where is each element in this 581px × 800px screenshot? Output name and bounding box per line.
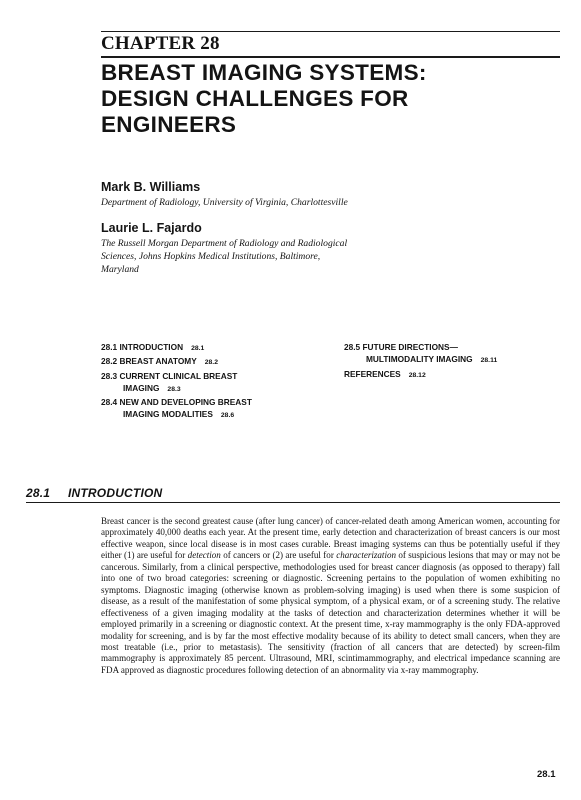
toc-item-label: 28.5 FUTURE DIRECTIONS— [344,342,458,352]
toc-item-label: 28.1 INTRODUCTION [101,342,184,352]
toc-item-new-developing[interactable] [101,396,252,408]
toc-item-label: 28.3 CURRENT CLINICAL BREAST [101,370,238,381]
toc-item-page: 28.2 [204,359,218,367]
body-emphasis-detection: detection [187,550,221,561]
toc-item-page: 28.3 [167,385,181,393]
toc-item-label: MULTIMODALITY IMAGING [366,354,473,365]
toc-item-label: IMAGING [123,382,160,393]
affiliation-line: Department of Radiology, University of Virginia, Charlottesville [101,197,348,208]
toc-item-page: 28.6 [220,412,235,420]
chapter-title-line: BREAST IMAGING SYSTEMS: [101,60,427,85]
toc-item-current-clinical[interactable] [101,370,252,382]
toc-item-future-directions[interactable] [344,341,497,353]
title-rule [101,56,560,58]
toc-item-label: 28.4 NEW AND DEVELOPING BREAST [101,397,252,408]
chapter-title-line: ENGINEERS [101,112,237,137]
body-text-run: of cancers or (2) are useful for [220,550,337,561]
toc-item-label: REFERENCES [344,368,401,379]
section-heading [26,486,162,500]
body-paragraph [101,516,560,676]
toc-left-column [101,341,252,423]
page-number: 28.1 [537,769,556,780]
body-text-run: Breast cancer is the second greatest cause (after lung cancer) of cancer-related death among American women, accounting for approximately 40,000 deaths each year. At the present time, early detection and characterization of breast cancers is our most effective weapon, since local disease is in most cases curable. Breast imaging systems can thus be potentially useful if they either (1) are useful for [101,516,560,561]
chapter-label: CHAPTER 28 [101,33,220,54]
chapter-title [101,60,561,138]
body-text-run: of suspicious lesions that may or may not be cancerous. Similarly, from a clinical perspective, methodologies used for breast cancer diagnosis (as opposed to therapy) fall into one of two broad categories: screening or diagnostic. Screening pertains to the population of women exhibiting no symptoms. Diagnostic imaging (otherwise known as problem-solving imaging) is used when there is some suspicion of disease, as a result of the manifestation of some physical symptom, of a physical exam, or of a screening study. The relative effectiveness of a given imaging modality at the tasks of detection and characterization determines whether it will be employed primarily in a screening or diagnostic context. At the present time, x-ray mammography is the only FDA-approved modality for screening, and is by far the most effective modality because of its ability to detect small cancers, when they are most treatable (i.e., prior to metastasis). The sensitivity (fraction of all cancers that are detected) by screen-film mammography is approximately 85 percent. Ultrasound, MRI, scintimammography, and electrical impedance scanning are FDA approved as diagnostic procedures following detection of an abnormality via x-ray mammography. [101,550,561,675]
toc-item-introduction[interactable] [101,341,252,355]
toc-item-future-directions-cont[interactable] [344,353,497,367]
toc-item-new-developing-cont[interactable] [101,408,252,422]
toc-item-label: IMAGING MODALITIES [123,409,213,420]
toc-item-page: 28.12 [408,371,426,379]
toc-item-current-clinical-cont[interactable] [101,382,252,396]
toc-right-column [344,341,497,382]
toc-item-breast-anatomy[interactable] [101,355,252,369]
author-affiliation [101,237,441,276]
body-emphasis-characterization: characterization [336,550,397,561]
toc-item-label: 28.2 BREAST ANATOMY [101,356,197,367]
toc-item-page: 28.1 [191,345,205,352]
author-name: Laurie L. Fajardo [101,221,202,235]
section-rule [26,502,560,503]
affiliation-line: The Russell Morgan Department of Radiology and Radiological [101,238,348,249]
section-title: INTRODUCTION [68,486,163,500]
chapter-title-line: DESIGN CHALLENGES FOR [101,86,409,111]
author-affiliation [101,196,441,209]
author-name: Mark B. Williams [101,180,201,194]
toc-item-references[interactable] [344,368,497,382]
section-number: 28.1 [26,486,51,500]
top-rule [101,31,560,32]
affiliation-line: Sciences, Johns Hopkins Medical Institutions, Baltimore, [101,251,321,262]
affiliation-line: Maryland [101,264,139,275]
toc-item-page: 28.11 [480,357,498,365]
